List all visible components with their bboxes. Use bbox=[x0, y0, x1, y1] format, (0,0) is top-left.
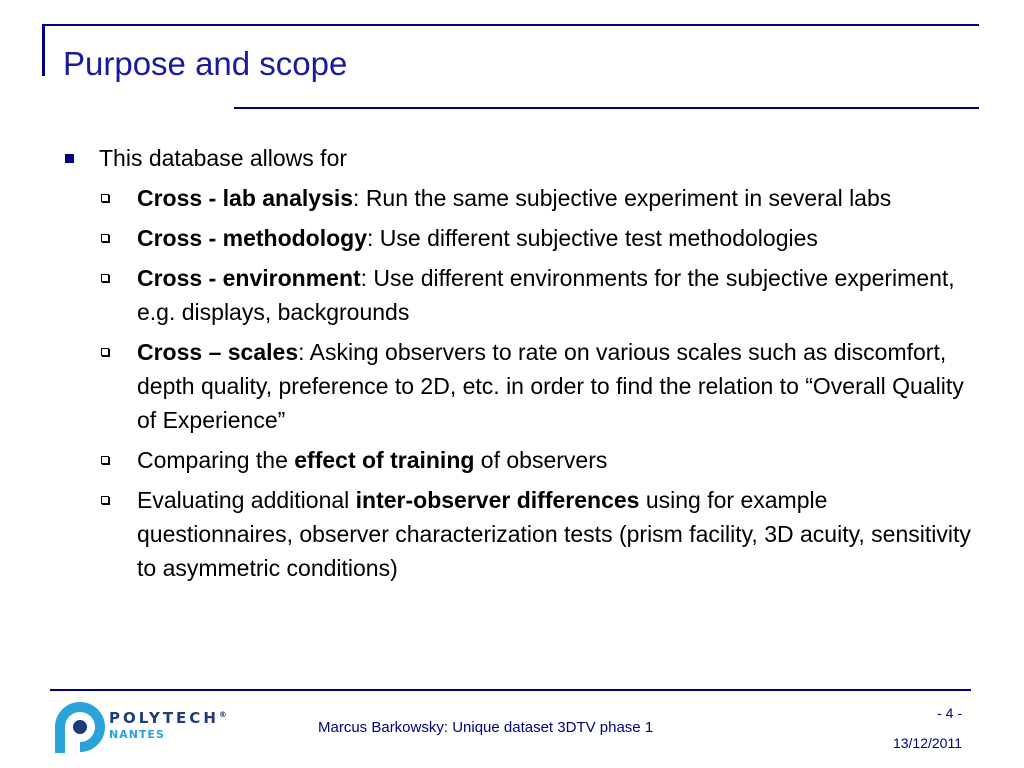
checkbox-bullet-icon bbox=[101, 274, 109, 282]
item-bold: Cross – scales bbox=[137, 339, 299, 365]
item-bold: effect of training bbox=[294, 447, 475, 473]
polytech-p-icon bbox=[50, 697, 106, 755]
item-text: using for example questionnaires, observer characterization tests (prism facility, 3D acuity, sensitivity to asymmetric conditions) bbox=[137, 487, 971, 581]
item-pre: Evaluating additional bbox=[137, 487, 356, 513]
item-bold: inter-observer differences bbox=[355, 487, 640, 513]
footer-center-text: Marcus Barkowsky: Unique dataset 3DTV phase 1 bbox=[318, 719, 654, 736]
item-pre: Comparing the bbox=[137, 447, 295, 473]
checkbox-bullet-icon bbox=[101, 348, 109, 356]
polytech-logo bbox=[50, 697, 230, 755]
item-text: : Use different environments for the subjective experiment, e.g. displays, backgrounds bbox=[137, 265, 955, 325]
logo-registered-mark: ® bbox=[218, 710, 227, 719]
footer-rule bbox=[50, 689, 971, 691]
title-underline bbox=[234, 107, 979, 109]
item-text: : Asking observers to rate on various scales such as discomfort, depth quality, preference to 2D, etc. in order to find the relation to “Overall Quality of Experience” bbox=[137, 339, 964, 433]
sub-bullet-list bbox=[62, 181, 972, 585]
frame-top-rule bbox=[42, 24, 979, 26]
slide-content bbox=[62, 142, 972, 591]
checkbox-bullet-icon bbox=[101, 496, 109, 504]
square-bullet-icon bbox=[65, 154, 74, 163]
item-text: of observers bbox=[474, 447, 608, 473]
checkbox-bullet-icon bbox=[101, 194, 109, 202]
main-bullet-text: This database allows for bbox=[99, 145, 348, 171]
list-item bbox=[62, 443, 972, 477]
page-number: - 4 - bbox=[937, 705, 962, 721]
list-item bbox=[62, 181, 972, 215]
list-item bbox=[62, 483, 972, 585]
checkbox-bullet-icon bbox=[101, 456, 109, 464]
item-text: : Run the same subjective experiment in several labs bbox=[353, 185, 892, 211]
list-item bbox=[62, 221, 972, 255]
item-bold: Cross - environment bbox=[137, 265, 361, 291]
logo-sub: NANTES bbox=[109, 728, 165, 741]
main-bullet bbox=[62, 142, 972, 175]
slide-title: Purpose and scope bbox=[63, 45, 348, 82]
frame-corner-vertical bbox=[42, 24, 45, 76]
item-bold: Cross - methodology bbox=[137, 225, 368, 251]
item-text: : Use different subjective test methodologies bbox=[367, 225, 818, 251]
logo-name: POLYTECH® bbox=[109, 709, 227, 727]
item-bold: Cross - lab analysis bbox=[137, 185, 354, 211]
list-item bbox=[62, 261, 972, 329]
footer-date: 13/12/2011 bbox=[892, 735, 962, 751]
checkbox-bullet-icon bbox=[101, 234, 109, 242]
list-item bbox=[62, 335, 972, 437]
